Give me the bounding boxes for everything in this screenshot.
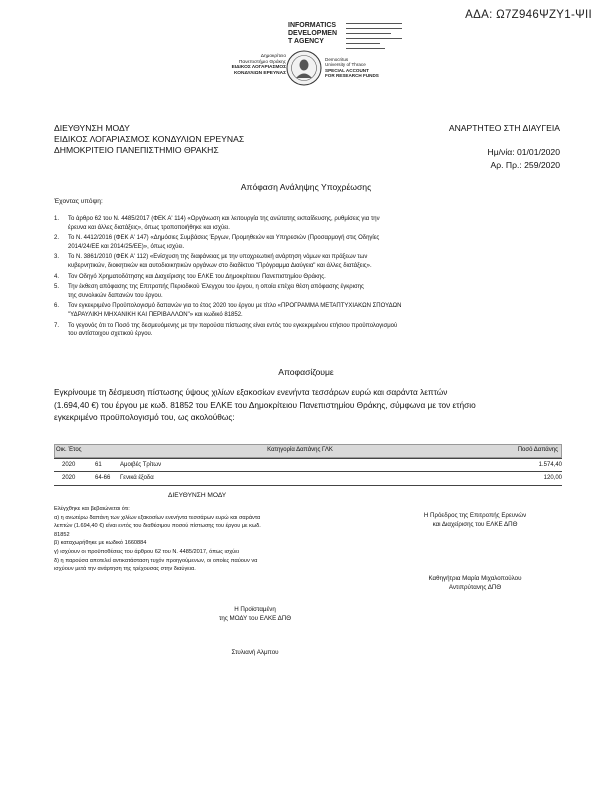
director-title: ΔΙΕΥΘΥΝΣΗ ΜΟΔΥ xyxy=(168,492,227,499)
university-seal-icon xyxy=(286,50,322,86)
logo-left-text: Δημοκρίτειο Πανεπιστήμιο Θράκης ΕΙΔΙΚΟΣ ΛΟΓΑΡΙΑΣΜΟΣ ΚΟΝΔΥΛΙΩΝ ΕΡΕΥΝΑΣ xyxy=(231,54,286,76)
table-divider xyxy=(54,471,562,472)
list-item: 4. Τον Οδηγό Χρηματοδότησης και Διαχείρισης του ΕΛΚΕ του Δημοκρίτειου Πανεπιστημίου Θράκης. xyxy=(54,273,326,280)
list-item: 2. Το Ν. 4412/2016 (ΦΕΚ Α' 147) «Δημόσιες Συμβάσεις Έργων, Προμηθειών και Υπηρεσιών (Προσαρμογή στις Οδηγίες 2014/24/ΕΕ και 2014/25/ΕΕ)», όπως ισχύει. xyxy=(54,235,380,250)
list-item: 1. Το άρθρο 62 του Ν. 4485/2017 (ΦΕΚ Α' 114) «Οργάνωση και λειτουργία της ανώτατης εκπαίδευσης, ρυθμίσεις για την έρευνα και άλλες διατάξεις», όπως τροποποιήθηκε και ισχύει. xyxy=(54,216,380,231)
considering-label: Έχοντας υπόψη: xyxy=(54,198,103,205)
header-category: Κατηγορία Δαπάνης ΓΛΚ xyxy=(267,447,333,453)
row-amount: 120,00 xyxy=(543,475,562,481)
list-item: 3. Το Ν. 3861/2010 (ΦΕΚ Α' 112) «Ενίσχυση της διαφάνειας με την υποχρεωτική ανάρτηση νόμων και πράξεων των κυβερνητικών, διοικητικών και αυτοδιοικητικών οργάνων στο διαδίκτυο "Πρόγραμμα Διαύγεια" και άλλες διατάξεις». xyxy=(54,254,372,269)
president-name: Καθηγήτρια Μαρία Μιχαλοπούλου Αντιπρύτανης ΔΠΘ xyxy=(428,575,522,591)
head-title: Η Προϊσταμένη της ΜΟΔΥ του ΕΛΚΕ ΔΠΘ xyxy=(218,606,292,622)
row-year: 2020 xyxy=(62,462,76,468)
decide-heading: Αποφασίζουμε xyxy=(278,367,334,377)
row-code: 64-66 xyxy=(95,475,111,481)
head-name: Στυλιανή Αλμπου xyxy=(231,649,279,656)
row-category: Γενικά έξοδα xyxy=(120,475,154,481)
certification-block: Ελέγχθηκε και βεβαιώνεται ότι: α) η ανωτέρω δαπάνη των χιλίων εξακοσίων ενενήντα τεσσάρων ευρώ και σαράντα λεπτών (1.694,40 €) είναι εντός του διαθέσιμου ποσού πίστωσης του έργου με κωδ. 81852 β) καταχωρήθηκε με κωδικό 1660884 γ) ισχύουν οι προϋποθέσεις του άρθρου 62 του Ν. 4485/2017, όπως ισχύει δ) η παρούσα αποτελεί αντικατάσταση τυχόν προηγούμενων, οι οποίες παύουν να ισχύουν μετά την ανάρτηση της τρέχουσας στην διαύγεια. xyxy=(54,506,261,573)
list-item: 5. Την έκθεση απόφασης της Επιτροπής Περιοδικού Έλεγχου του έργου, η οποία επέχει θέση απόφασης έγκρισης της συνολικών δαπανών του έργου. xyxy=(54,284,364,299)
row-amount: 1.574,40 xyxy=(538,462,562,468)
row-category: Αμοιβές Τρίτων xyxy=(120,462,162,468)
informatics-agency-label: INFORMATICS DEVELOPMEN T AGENCY xyxy=(288,22,338,45)
sender-block: ΔΙΕΥΘΥΝΣΗ ΜΟΔΥ ΕΙΔΙΚΟΣ ΛΟΓΑΡΙΑΣΜΟΣ ΚΟΝΔΥΛΙΩΝ ΕΡΕΥΝΑΣ ΔΗΜΟΚΡΙΤΕΙΟ ΠΑΝΕΠΙΣΤΗΜΙΟ ΘΡΑΚΗΣ xyxy=(54,123,245,155)
logo-right-text: Democritus University of Thrace SPECIAL ACCOUNT FOR RESEARCH FUNDS xyxy=(325,57,379,79)
header-year: Οικ. Έτος xyxy=(56,447,82,453)
considerations-list xyxy=(54,215,564,341)
document-date: Ημ/νία: 01/01/2020 xyxy=(487,147,560,157)
table-divider xyxy=(54,485,562,486)
president-title: Η Πρόεδρος της Επιτροπής Ερευνών και Διαχείρισης του ΕΛΚΕ ΔΠΘ xyxy=(423,512,527,528)
posting-label: ΑΝΑΡΤΗΤΕΟ ΣΤΗ ΔΙΑΥΓΕΙΑ xyxy=(448,123,560,133)
row-year: 2020 xyxy=(62,475,76,481)
header-amount: Ποσό Δαπάνης xyxy=(517,447,558,453)
decision-body: Εγκρίνουμε τη δέσμευση πίστωσης ύψους χιλίων εξακοσίων ενενήντα τεσσάρων ευρώ και σαράντα λεπτών (1.694,40 €) του έργου με κωδ. 81852 του ΕΛΚΕ του Δημοκρίτειου Πανεπιστημίου Θράκης, σύμφωνα με τον ετήσιο εγκεκριμένο προϋπολογισμό του, ως ακολούθως: xyxy=(54,387,476,422)
protocol-number: Αρ. Πρ.: 259/2020 xyxy=(490,160,560,170)
row-code: 61 xyxy=(95,462,102,468)
informatics-fine-print xyxy=(346,22,402,51)
table-divider xyxy=(54,458,562,459)
decision-title: Απόφαση Ανάληψης Υποχρέωσης xyxy=(240,182,372,192)
list-item: 7. Το γεγονός ότι το Ποσό της δεσμευόμενης με την παρούσα πίστωσης είναι εντός του εγκεκριμένου ετήσιου προϋπολογισμού του αντίστοιχου σχετικού έργου. xyxy=(54,322,398,338)
list-item: 6. Τον εγκεκριμένο Προϋπολογισμό δαπανών για το έτος 2020 του έργου με τίτλο «ΠΡΟΓΡΑΜΜΑ ΜΕΤΑΠΤΥΧΙΑΚΩΝ ΣΠΟΥΔΩΝ "ΥΔΡΑΥΛΙΚΗ ΜΗΧΑΝΙΚΗ ΚΑΙ ΠΕΡΙΒΑΛΛΟΝ"» και κωδικό 81852. xyxy=(54,303,402,318)
ada-code: ΑΔΑ: Ω7Ζ946ΨΖΥ1-ΨΙΙ xyxy=(465,9,592,21)
